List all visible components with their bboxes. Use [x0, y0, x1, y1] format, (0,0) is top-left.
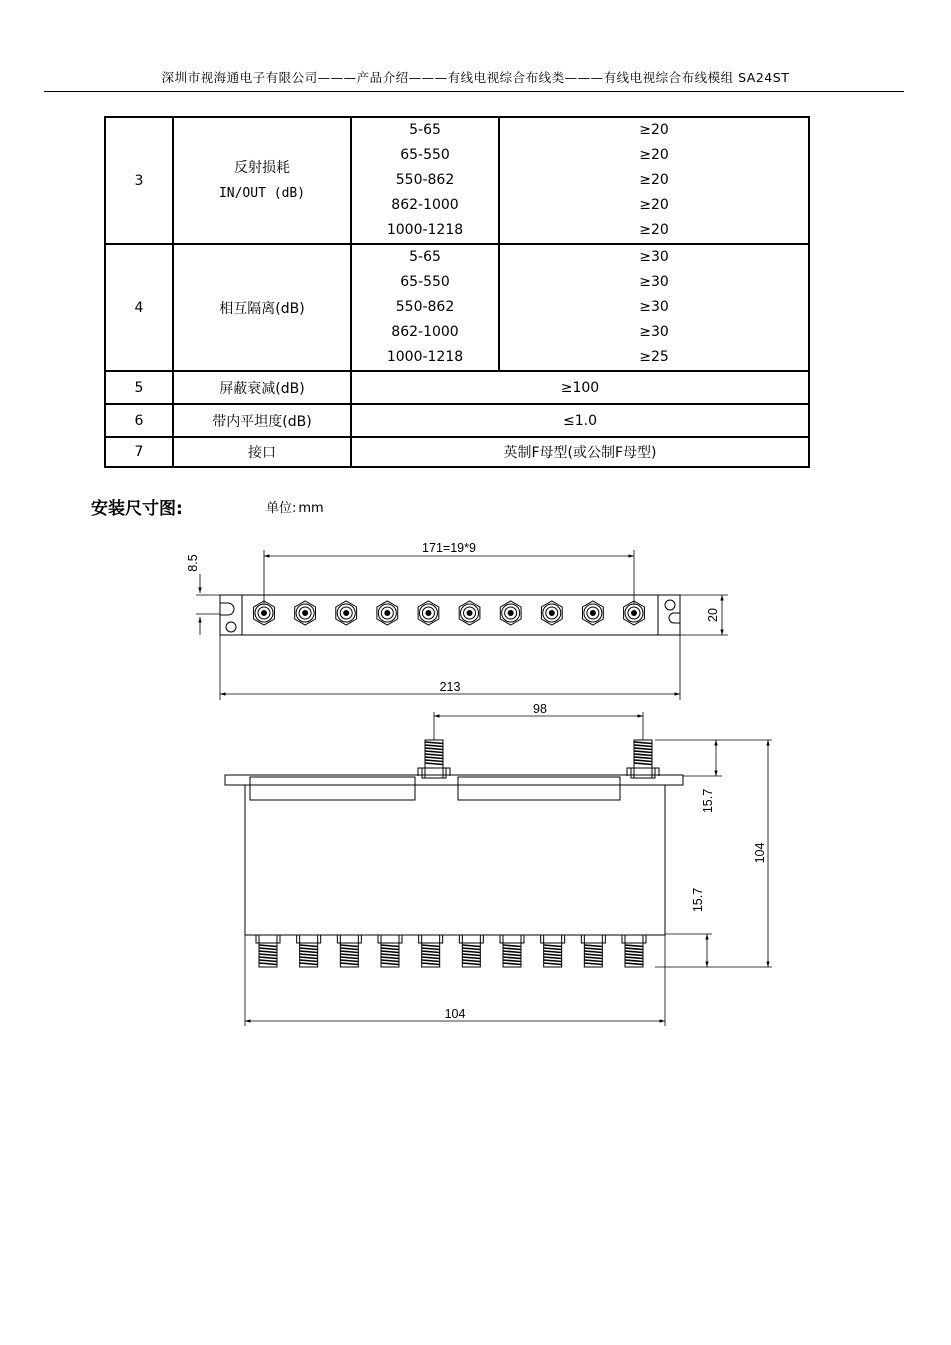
connector-base	[459, 935, 483, 943]
mount-slot-left	[220, 603, 234, 615]
thread-line	[381, 948, 399, 950]
thread-line	[634, 757, 652, 759]
thread-line	[544, 945, 562, 947]
f-connector-top	[377, 601, 398, 625]
f-connector-side	[337, 935, 361, 967]
thread-line	[634, 760, 652, 762]
module-body	[245, 785, 665, 935]
thread-line	[544, 948, 562, 950]
row-number: 6	[105, 404, 173, 437]
thread-line	[462, 963, 480, 965]
thread-line	[544, 954, 562, 956]
connector-pin	[426, 611, 431, 616]
thread-line	[634, 754, 652, 756]
thread-line	[462, 951, 480, 953]
thread-line	[425, 760, 443, 762]
port-spacing-label: 98	[533, 702, 547, 716]
thread-line	[625, 957, 643, 959]
connector-pin	[590, 611, 595, 616]
side-view	[225, 740, 683, 967]
connector-base	[256, 935, 280, 943]
upper-conn-label: 15.7	[701, 788, 715, 814]
f-connector-side	[459, 935, 483, 967]
connector-pin	[344, 611, 349, 616]
connector-pin	[508, 611, 513, 616]
f-connector-top	[336, 601, 357, 625]
value-list: ≥20 ≥20 ≥20 ≥20 ≥20	[499, 117, 809, 244]
f-connector-side	[256, 935, 280, 967]
thread-line	[425, 745, 443, 747]
value-list: ≥30 ≥30 ≥30 ≥30 ≥25	[499, 244, 809, 371]
pitch-label: 171=19*9	[422, 541, 476, 555]
thread-line	[340, 954, 358, 956]
item-name: 反射损耗 IN/OUT (dB)	[173, 117, 351, 244]
unit-value: mm	[298, 501, 324, 516]
page-header: 深圳市视海通电子有限公司———产品介绍———有线电视综合布线类———有线电视综合布线模组 SA24ST	[161, 70, 790, 85]
thread-line	[340, 957, 358, 959]
thread-line	[584, 960, 602, 962]
thread-line	[584, 951, 602, 953]
thread-line	[300, 945, 318, 947]
side-view-dimensions	[245, 712, 772, 1026]
thread-line	[340, 951, 358, 953]
thread-line	[425, 763, 443, 765]
thread-line	[340, 963, 358, 965]
thread-line	[625, 951, 643, 953]
row-number: 3	[105, 117, 173, 244]
item-value: 英制F母型(或公制F母型)	[351, 437, 809, 467]
thread-line	[462, 948, 480, 950]
thread-line	[422, 963, 440, 965]
connector-pin	[467, 611, 472, 616]
thread-line	[462, 945, 480, 947]
item-name: 带内平坦度(dB)	[173, 404, 351, 437]
total-height-label: 104	[753, 842, 767, 864]
connector-base	[581, 935, 605, 943]
thread-line	[425, 754, 443, 756]
thread-line	[544, 951, 562, 953]
thread-line	[300, 948, 318, 950]
connector-pin	[303, 611, 308, 616]
offset-label: 8.5	[186, 554, 200, 572]
top-connector-row	[254, 601, 645, 625]
f-connector-top	[541, 601, 562, 625]
thread-line	[259, 960, 277, 962]
row-number: 7	[105, 437, 173, 467]
f-connector-side	[581, 935, 605, 967]
module-plate	[220, 595, 680, 635]
body-width-label: 104	[444, 1007, 466, 1021]
connector-base	[378, 935, 402, 943]
connector-pin	[549, 611, 554, 616]
thread-line	[462, 957, 480, 959]
thread-line	[422, 948, 440, 950]
thread-line	[625, 945, 643, 947]
height-label: 20	[706, 608, 720, 622]
thread-line	[300, 954, 318, 956]
thread-line	[634, 763, 652, 765]
frequency-list: 5-65 65-550 550-862 862-1000 1000-1218	[351, 244, 499, 371]
connector-base	[500, 935, 524, 943]
thread-line	[584, 945, 602, 947]
thread-line	[259, 963, 277, 965]
item-value: ≥100	[351, 371, 809, 404]
top-view-dimensions	[196, 550, 728, 700]
f-connector-top	[418, 601, 439, 625]
connector-base	[297, 935, 321, 943]
thread-line	[625, 954, 643, 956]
thread-line	[425, 751, 443, 753]
f-connector-top	[500, 601, 521, 625]
thread-line	[259, 945, 277, 947]
thread-line	[544, 963, 562, 965]
thread-line	[462, 960, 480, 962]
mount-hole-right	[665, 600, 675, 610]
thread-line	[340, 945, 358, 947]
f-connector-top	[295, 601, 316, 625]
thread-line	[422, 957, 440, 959]
thread-line	[584, 948, 602, 950]
thread-line	[259, 957, 277, 959]
thread-line	[381, 954, 399, 956]
connector-pin	[262, 611, 267, 616]
label-recess-left	[250, 777, 415, 800]
item-name: 相互隔离(dB)	[173, 244, 351, 371]
thread-line	[503, 951, 521, 953]
thread-line	[381, 945, 399, 947]
thread-line	[425, 757, 443, 759]
thread-line	[300, 963, 318, 965]
thread-line	[634, 745, 652, 747]
thread-line	[422, 960, 440, 962]
thread-line	[422, 945, 440, 947]
thread-line	[503, 960, 521, 962]
upper-connector-row	[418, 740, 659, 778]
f-connector-side	[500, 935, 524, 967]
item-name: 屏蔽衰减(dB)	[173, 371, 351, 404]
thread-line	[503, 948, 521, 950]
connector-base	[622, 935, 646, 943]
thread-line	[584, 954, 602, 956]
total-width-label: 213	[439, 680, 461, 694]
thread-line	[381, 957, 399, 959]
thread-line	[503, 945, 521, 947]
connector-base	[419, 935, 443, 943]
lower-conn-label: 15.7	[691, 887, 705, 913]
thread-line	[422, 954, 440, 956]
thread-line	[381, 951, 399, 953]
f-connector-side	[631, 740, 655, 778]
thread-line	[625, 963, 643, 965]
thread-line	[584, 957, 602, 959]
connector-base	[337, 935, 361, 943]
thread-line	[503, 954, 521, 956]
connector-base	[541, 935, 565, 943]
f-connector-side	[541, 935, 565, 967]
frequency-list: 5-65 65-550 550-862 862-1000 1000-1218	[351, 117, 499, 244]
thread-line	[625, 948, 643, 950]
thread-line	[381, 963, 399, 965]
thread-line	[425, 748, 443, 750]
mount-slot-right	[669, 613, 680, 623]
row-number: 5	[105, 371, 173, 404]
thread-line	[259, 948, 277, 950]
thread-line	[503, 963, 521, 965]
thread-line	[544, 960, 562, 962]
f-connector-side	[297, 935, 321, 967]
thread-line	[634, 751, 652, 753]
f-connector-side	[419, 935, 443, 967]
thread-line	[584, 963, 602, 965]
f-connector-top	[583, 601, 604, 625]
thread-line	[381, 960, 399, 962]
thread-line	[300, 957, 318, 959]
thread-line	[634, 742, 652, 744]
item-name: 接口	[173, 437, 351, 467]
f-connector-side	[422, 740, 446, 778]
thread-line	[259, 954, 277, 956]
mount-hole-left	[226, 622, 236, 632]
thread-line	[503, 957, 521, 959]
thread-line	[259, 951, 277, 953]
thread-line	[462, 954, 480, 956]
thread-line	[300, 951, 318, 953]
label-recess-right	[458, 777, 620, 800]
section-title: 安装尺寸图:	[91, 499, 183, 519]
connector-base	[631, 768, 655, 778]
thread-line	[422, 951, 440, 953]
lower-connector-row	[256, 935, 646, 967]
connector-pin	[632, 611, 637, 616]
thread-line	[544, 957, 562, 959]
thread-line	[634, 748, 652, 750]
row-number: 4	[105, 244, 173, 371]
f-connector-side	[622, 935, 646, 967]
thread-line	[300, 960, 318, 962]
thread-line	[625, 960, 643, 962]
unit-label-text: 单位:	[266, 501, 297, 516]
item-value: ≤1.0	[351, 404, 809, 437]
thread-line	[340, 960, 358, 962]
top-view	[220, 595, 680, 635]
connector-pin	[385, 611, 390, 616]
f-connector-top	[459, 601, 480, 625]
thread-line	[425, 742, 443, 744]
f-connector-side	[378, 935, 402, 967]
thread-line	[340, 948, 358, 950]
connector-base	[422, 768, 446, 778]
